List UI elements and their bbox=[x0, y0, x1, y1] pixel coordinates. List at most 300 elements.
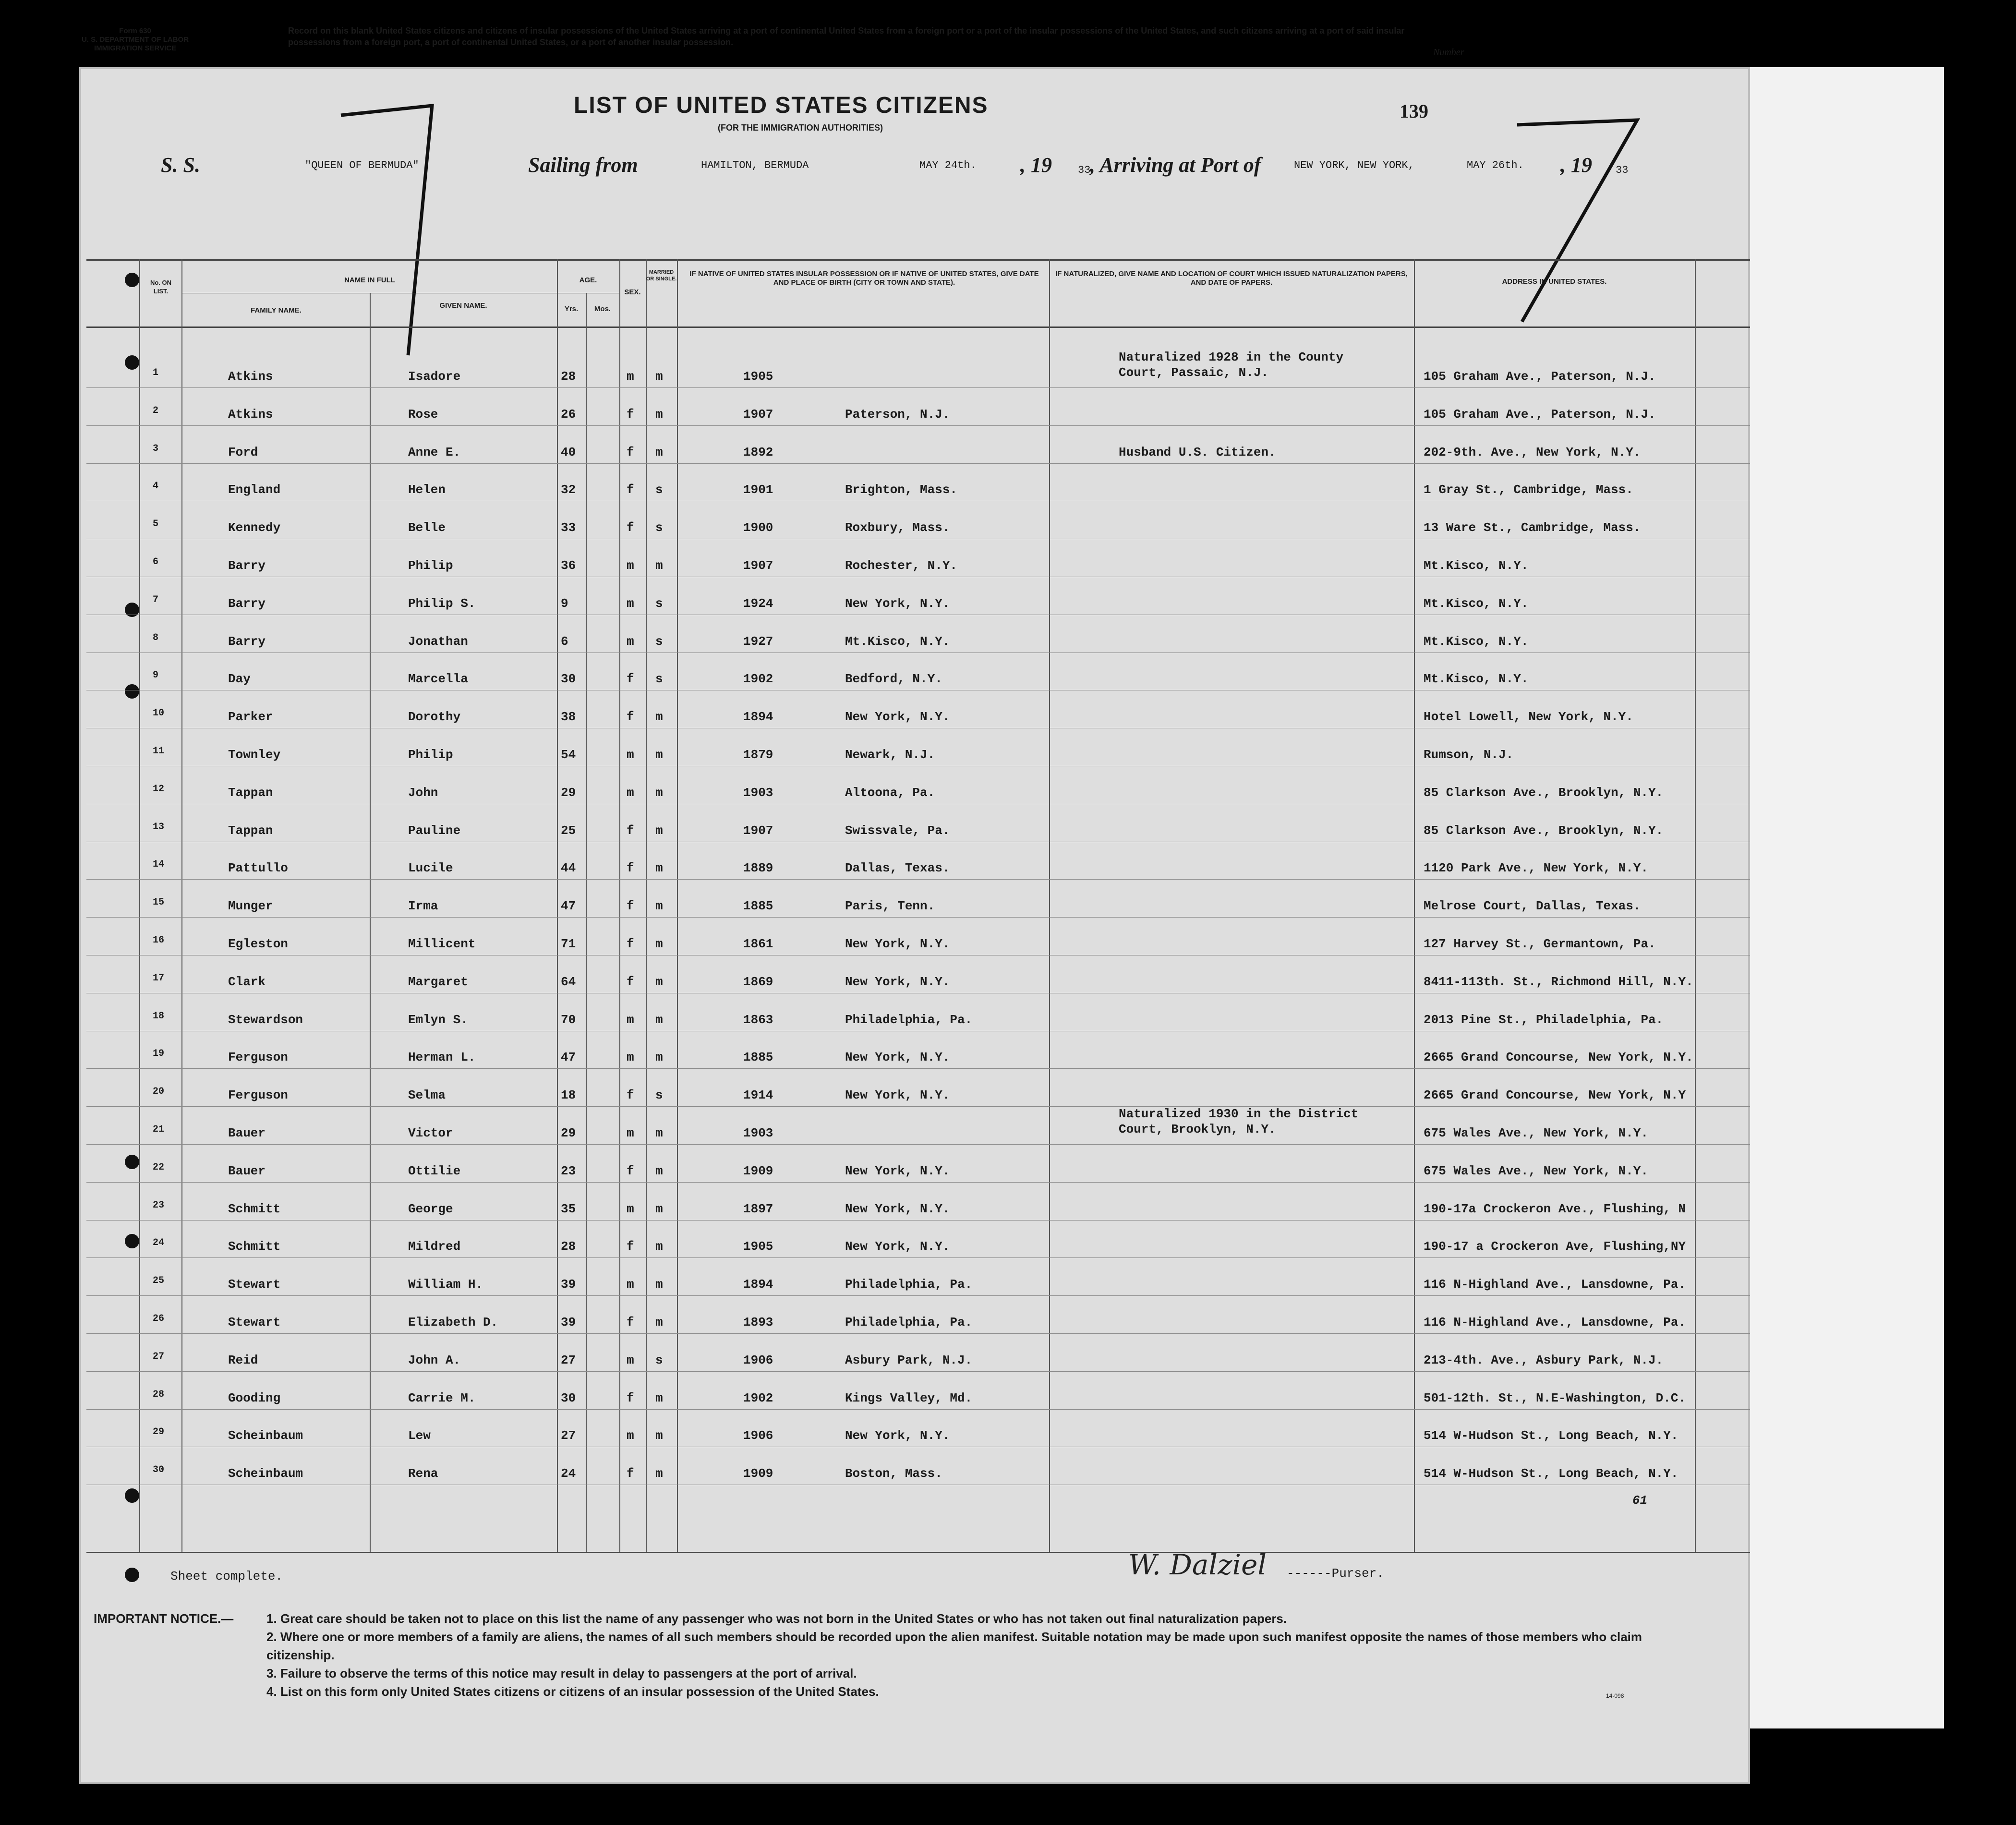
birth-year: 1885 bbox=[743, 1050, 773, 1065]
age-years: 23 bbox=[561, 1163, 576, 1178]
ss-label: S. S. bbox=[161, 153, 200, 177]
birth-year: 1909 bbox=[743, 1466, 773, 1481]
address: Melrose Court, Dallas, Texas. bbox=[1424, 899, 1641, 914]
passenger-no: 16 bbox=[153, 935, 165, 946]
sex: f bbox=[627, 823, 634, 838]
notice-item: 4. List on this form only United States citizens or citizens of an insular possession of the United States. bbox=[266, 1684, 879, 1699]
given-name: Philip bbox=[408, 558, 453, 573]
passenger-row bbox=[0, 731, 2016, 769]
passenger-no: 26 bbox=[153, 1313, 165, 1324]
birth-place: New York, N.Y. bbox=[845, 1428, 950, 1443]
header-given-name: GIVEN NAME. bbox=[439, 302, 487, 310]
birth-year: 1907 bbox=[743, 823, 773, 838]
birth-place: Altoona, Pa. bbox=[845, 785, 935, 800]
passenger-row bbox=[0, 769, 2016, 807]
given-name: Philip S. bbox=[408, 596, 476, 611]
birth-year: 1906 bbox=[743, 1428, 773, 1443]
sex: m bbox=[627, 785, 634, 800]
from-port: HAMILTON, BERMUDA bbox=[701, 159, 809, 171]
marital-status: s bbox=[655, 634, 663, 649]
age-years: 32 bbox=[561, 483, 576, 497]
sex: f bbox=[627, 974, 634, 989]
naturalization-line-1: Naturalized 1930 in the District bbox=[1119, 1107, 1359, 1121]
family-name: Scheinbaum bbox=[228, 1466, 303, 1481]
passenger-row bbox=[0, 466, 2016, 504]
address: 514 W-Hudson St., Long Beach, N.Y. bbox=[1424, 1466, 1678, 1481]
year-prefix: , 19 bbox=[1560, 153, 1592, 177]
passenger-no: 7 bbox=[153, 594, 159, 605]
naturalization-line-1: Naturalized 1928 in the County bbox=[1119, 350, 1344, 364]
given-name: William H. bbox=[408, 1277, 483, 1292]
passenger-row bbox=[0, 1072, 2016, 1109]
age-years: 29 bbox=[561, 1126, 576, 1140]
passenger-no: 25 bbox=[153, 1275, 165, 1287]
notice-item: 1. Great care should be taken not to place on this list the name of any passenger who was not born in the United States or who has not taken out final naturalization papers. bbox=[266, 1611, 1287, 1626]
sex: f bbox=[627, 1466, 634, 1481]
age-years: 26 bbox=[561, 407, 576, 422]
arrive-date: MAY 26th. bbox=[1467, 159, 1524, 171]
passenger-row bbox=[0, 1261, 2016, 1298]
family-name: Stewart bbox=[228, 1277, 281, 1292]
passenger-no: 24 bbox=[153, 1237, 165, 1249]
marital-status: m bbox=[655, 1466, 663, 1481]
marital-status: m bbox=[655, 445, 663, 459]
passenger-no: 22 bbox=[153, 1161, 165, 1173]
purser-label: ------Purser. bbox=[1287, 1566, 1384, 1581]
marital-status: m bbox=[655, 1239, 663, 1254]
birth-year: 1927 bbox=[743, 634, 773, 649]
sailing-label: Sailing from bbox=[528, 153, 638, 177]
age-years: 47 bbox=[561, 899, 576, 914]
age-years: 18 bbox=[561, 1088, 576, 1103]
header-name-in-full: NAME IN FULL bbox=[344, 276, 395, 284]
passenger-row bbox=[0, 1337, 2016, 1374]
sex: m bbox=[627, 1012, 634, 1027]
passenger-no: 5 bbox=[153, 519, 159, 530]
form-number: Form 630 bbox=[119, 27, 151, 35]
birth-year: 1892 bbox=[743, 445, 773, 459]
family-name: Day bbox=[228, 672, 251, 687]
address: Rumson, N.J. bbox=[1424, 748, 1514, 762]
passenger-no: 13 bbox=[153, 821, 165, 833]
birth-place: Dallas, Texas. bbox=[845, 861, 950, 876]
birth-year: 1905 bbox=[743, 369, 773, 384]
address: 85 Clarkson Ave., Brooklyn, N.Y. bbox=[1424, 823, 1664, 838]
address: 1 Gray St., Cambridge, Mass. bbox=[1424, 483, 1633, 497]
sex: m bbox=[627, 596, 634, 611]
passenger-no: 8 bbox=[153, 632, 159, 643]
given-name: Elizabeth D. bbox=[408, 1315, 498, 1329]
address: 190-17 a Crockeron Ave, Flushing,NY bbox=[1424, 1239, 1686, 1254]
sex: m bbox=[627, 1201, 634, 1216]
page-subtitle: (FOR THE IMMIGRATION AUTHORITIES) bbox=[718, 123, 883, 133]
given-name: Dorothy bbox=[408, 710, 461, 725]
row-rule bbox=[86, 879, 1750, 880]
address: 105 Graham Ave., Paterson, N.J. bbox=[1424, 369, 1656, 384]
department: U. S. DEPARTMENT OF LABOR bbox=[82, 36, 189, 44]
address: 116 N-Highland Ave., Lansdowne, Pa. bbox=[1424, 1315, 1686, 1329]
age-years: 36 bbox=[561, 558, 576, 573]
birth-place: Newark, N.J. bbox=[845, 748, 935, 762]
family-name: Tappan bbox=[228, 785, 273, 800]
page-title: LIST OF UNITED STATES CITIZENS bbox=[574, 93, 989, 118]
passenger-row bbox=[0, 429, 2016, 466]
number-label: Number bbox=[1433, 47, 1464, 58]
address: 85 Clarkson Ave., Brooklyn, N.Y. bbox=[1424, 785, 1664, 800]
address: 501-12th. St., N.E-Washington, D.C. bbox=[1424, 1390, 1686, 1405]
sex: f bbox=[627, 1088, 634, 1103]
marital-status: m bbox=[655, 1012, 663, 1027]
age-years: 64 bbox=[561, 974, 576, 989]
birth-year: 1914 bbox=[743, 1088, 773, 1103]
given-name: Ottilie bbox=[408, 1163, 461, 1178]
family-name: Reid bbox=[228, 1353, 258, 1367]
family-name: Schmitt bbox=[228, 1239, 281, 1254]
row-rule bbox=[86, 425, 1750, 426]
age-years: 35 bbox=[561, 1201, 576, 1216]
address: 1120 Park Ave., New York, N.Y. bbox=[1424, 861, 1649, 876]
passenger-row bbox=[0, 1450, 2016, 1487]
marital-status: m bbox=[655, 558, 663, 573]
year-prefix: , 19 bbox=[1020, 153, 1052, 177]
passenger-no: 18 bbox=[153, 1010, 165, 1022]
birth-year: 1902 bbox=[743, 1390, 773, 1405]
sex: m bbox=[627, 634, 634, 649]
birth-place: Swissvale, Pa. bbox=[845, 823, 950, 838]
passenger-no: 4 bbox=[153, 481, 159, 492]
header-family-name: FAMILY NAME. bbox=[251, 306, 302, 314]
birth-year: 1900 bbox=[743, 520, 773, 535]
given-name: Belle bbox=[408, 520, 446, 535]
row-rule bbox=[86, 1144, 1750, 1145]
sex: f bbox=[627, 483, 634, 497]
address: 675 Wales Ave., New York, N.Y. bbox=[1424, 1126, 1649, 1140]
address: 202-9th. Ave., New York, N.Y. bbox=[1424, 445, 1641, 459]
marital-status: m bbox=[655, 974, 663, 989]
passenger-row bbox=[0, 1034, 2016, 1071]
marital-status: m bbox=[655, 710, 663, 725]
marital-status: s bbox=[655, 672, 663, 687]
header-age: AGE. bbox=[579, 276, 597, 284]
header-naturalized: IF NATURALIZED, GIVE NAME AND LOCATION OF COURT WHICH ISSUED NATURALIZATION PAPERS, AND DATE OF PAPERS. bbox=[1055, 270, 1408, 287]
passenger-no: 3 bbox=[153, 443, 159, 454]
given-name: John A. bbox=[408, 1353, 461, 1367]
family-name: Ferguson bbox=[228, 1050, 288, 1065]
birth-place: Rochester, N.Y. bbox=[845, 558, 958, 573]
birth-year: 1869 bbox=[743, 974, 773, 989]
age-years: 30 bbox=[561, 1390, 576, 1405]
family-name: Stewardson bbox=[228, 1012, 303, 1027]
passenger-row bbox=[0, 350, 2016, 390]
marital-status: m bbox=[655, 1315, 663, 1329]
given-name: Emlyn S. bbox=[408, 1012, 468, 1027]
sex: m bbox=[627, 1277, 634, 1292]
given-name: Victor bbox=[408, 1126, 453, 1140]
passenger-row bbox=[0, 1107, 2016, 1147]
passenger-row bbox=[0, 882, 2016, 920]
marital-status: m bbox=[655, 899, 663, 914]
given-name: Rose bbox=[408, 407, 438, 422]
sex: m bbox=[627, 1050, 634, 1065]
form-code: 14-098 bbox=[1606, 1692, 1624, 1699]
family-name: Bauer bbox=[228, 1126, 266, 1140]
service: IMMIGRATION SERVICE bbox=[94, 44, 177, 52]
given-name: Lew bbox=[408, 1428, 431, 1443]
address: 8411-113th. St., Richmond Hill, N.Y. bbox=[1424, 974, 1693, 989]
address: Mt.Kisco, N.Y. bbox=[1424, 672, 1529, 687]
sex: m bbox=[627, 558, 634, 573]
address: 2665 Grand Concourse, New York, N.Y bbox=[1424, 1088, 1686, 1103]
arrive-year: 33 bbox=[1616, 164, 1629, 176]
marital-status: s bbox=[655, 1353, 663, 1367]
notice-list bbox=[266, 1609, 1688, 1701]
header-native: IF NATIVE OF UNITED STATES INSULAR POSSESSION OR IF NATIVE OF UNITED STATES, GIVE DATE AND PLACE OF BIRTH (CITY OR TOWN AND STATE). bbox=[689, 270, 1039, 287]
birth-year: 1889 bbox=[743, 861, 773, 876]
margin-note: 61 bbox=[1632, 1493, 1648, 1508]
marital-status: m bbox=[655, 1201, 663, 1216]
intro-text: Record on this blank United States citizens and citizens of insular possessions of the United States arriving at a port of continental United States from a foreign port or a port of the insular possessions of the United States, and such citizens arriving at a port of said insular possessions from a foreign port, a port of continental United States, or a port of another insular possession. bbox=[288, 26, 1405, 47]
age-years: 27 bbox=[561, 1353, 576, 1367]
birth-year: 1924 bbox=[743, 596, 773, 611]
birth-place: Paris, Tenn. bbox=[845, 899, 935, 914]
sex: m bbox=[627, 1126, 634, 1140]
birth-place: Bedford, N.Y. bbox=[845, 672, 942, 687]
birth-year: 1879 bbox=[743, 748, 773, 762]
row-rule bbox=[86, 1295, 1750, 1296]
row-rule bbox=[86, 1220, 1750, 1221]
family-name: Tappan bbox=[228, 823, 273, 838]
age-years: 29 bbox=[561, 785, 576, 800]
passenger-row bbox=[0, 1375, 2016, 1412]
sex: f bbox=[627, 899, 634, 914]
birth-year: 1902 bbox=[743, 672, 773, 687]
address: 13 Ware St., Cambridge, Mass. bbox=[1424, 520, 1641, 535]
sex: f bbox=[627, 1315, 634, 1329]
birth-year: 1894 bbox=[743, 1277, 773, 1292]
sex: f bbox=[627, 520, 634, 535]
given-name: Philip bbox=[408, 748, 453, 762]
page-number: 139 bbox=[1400, 100, 1428, 122]
address: 116 N-Highland Ave., Lansdowne, Pa. bbox=[1424, 1277, 1686, 1292]
passenger-row bbox=[0, 618, 2016, 655]
family-name: Munger bbox=[228, 899, 273, 914]
marital-status: m bbox=[655, 1163, 663, 1178]
passenger-no: 12 bbox=[153, 783, 165, 795]
sex: m bbox=[627, 1353, 634, 1367]
marital-status: m bbox=[655, 369, 663, 384]
address: 213-4th. Ave., Asbury Park, N.J. bbox=[1424, 1353, 1664, 1367]
given-name: Margaret bbox=[408, 974, 468, 989]
family-name: Gooding bbox=[228, 1390, 281, 1405]
sex: f bbox=[627, 445, 634, 459]
purser-signature: W. Dalziel bbox=[1128, 1548, 1267, 1581]
marital-status: s bbox=[655, 520, 663, 535]
family-name: Parker bbox=[228, 710, 273, 725]
family-name: Pattullo bbox=[228, 861, 288, 876]
row-rule bbox=[86, 1182, 1750, 1183]
birth-place: Philadelphia, Pa. bbox=[845, 1012, 973, 1027]
birth-year: 1906 bbox=[743, 1353, 773, 1367]
passenger-no: 29 bbox=[153, 1426, 165, 1438]
passenger-row bbox=[0, 996, 2016, 1034]
passenger-row bbox=[0, 1148, 2016, 1185]
row-rule bbox=[86, 1371, 1750, 1372]
family-name: Kennedy bbox=[228, 520, 281, 535]
passenger-no: 21 bbox=[153, 1124, 165, 1135]
birth-year: 1893 bbox=[743, 1315, 773, 1329]
given-name: Jonathan bbox=[408, 634, 468, 649]
birth-year: 1861 bbox=[743, 937, 773, 951]
age-years: 54 bbox=[561, 748, 576, 762]
birth-year: 1903 bbox=[743, 1126, 773, 1140]
sex: f bbox=[627, 861, 634, 876]
age-years: 25 bbox=[561, 823, 576, 838]
passenger-no: 27 bbox=[153, 1351, 165, 1362]
age-years: 27 bbox=[561, 1428, 576, 1443]
passenger-row bbox=[0, 391, 2016, 428]
family-name: Schmitt bbox=[228, 1201, 281, 1216]
sail-year: 33 bbox=[1078, 164, 1091, 176]
passenger-row bbox=[0, 504, 2016, 542]
age-years: 30 bbox=[561, 672, 576, 687]
header-yrs: Yrs. bbox=[564, 305, 579, 313]
birth-place: New York, N.Y. bbox=[845, 1088, 950, 1103]
family-name: Barry bbox=[228, 596, 266, 611]
arriving-label: , Arriving at Port of bbox=[1090, 153, 1261, 177]
marital-status: m bbox=[655, 785, 663, 800]
address: Mt.Kisco, N.Y. bbox=[1424, 558, 1529, 573]
age-years: 6 bbox=[561, 634, 568, 649]
naturalization-line-2: Court, Passaic, N.J. bbox=[1119, 365, 1269, 380]
marital-status: m bbox=[655, 937, 663, 951]
birth-year: 1907 bbox=[743, 407, 773, 422]
family-name: Ford bbox=[228, 445, 258, 459]
address: 514 W-Hudson St., Long Beach, N.Y. bbox=[1424, 1428, 1678, 1443]
birth-year: 1907 bbox=[743, 558, 773, 573]
passenger-no: 11 bbox=[153, 746, 165, 757]
header-no: No. ON LIST. bbox=[150, 279, 172, 295]
given-name: Irma bbox=[408, 899, 438, 914]
marital-status: m bbox=[655, 1050, 663, 1065]
address: Hotel Lowell, New York, N.Y. bbox=[1424, 710, 1633, 725]
age-years: 28 bbox=[561, 369, 576, 384]
passenger-no: 14 bbox=[153, 859, 165, 870]
marital-status: m bbox=[655, 1428, 663, 1443]
age-years: 9 bbox=[561, 596, 568, 611]
header-sex: SEX. bbox=[624, 288, 641, 296]
row-rule bbox=[86, 463, 1750, 464]
family-name: Clark bbox=[228, 974, 266, 989]
given-name: Carrie M. bbox=[408, 1390, 476, 1405]
passenger-no: 28 bbox=[153, 1389, 165, 1400]
birth-year: 1903 bbox=[743, 785, 773, 800]
birth-place: Brighton, Mass. bbox=[845, 483, 958, 497]
marital-status: m bbox=[655, 1277, 663, 1292]
birth-year: 1909 bbox=[743, 1163, 773, 1178]
row-rule bbox=[86, 917, 1750, 918]
sex: f bbox=[627, 1390, 634, 1405]
passenger-row bbox=[0, 845, 2016, 882]
birth-year: 1885 bbox=[743, 899, 773, 914]
age-years: 71 bbox=[561, 937, 576, 951]
marital-status: s bbox=[655, 1088, 663, 1103]
sex: f bbox=[627, 1239, 634, 1254]
age-years: 70 bbox=[561, 1012, 576, 1027]
birth-year: 1863 bbox=[743, 1012, 773, 1027]
marital-status: s bbox=[655, 596, 663, 611]
passenger-row bbox=[0, 1299, 2016, 1336]
birth-place: Asbury Park, N.J. bbox=[845, 1353, 973, 1367]
sex: f bbox=[627, 1163, 634, 1178]
birth-place: New York, N.Y. bbox=[845, 937, 950, 951]
passenger-no: 19 bbox=[153, 1048, 165, 1060]
passenger-no: 23 bbox=[153, 1199, 165, 1211]
given-name: Rena bbox=[408, 1466, 438, 1481]
marital-status: m bbox=[655, 861, 663, 876]
family-name: Barry bbox=[228, 558, 266, 573]
sex: m bbox=[627, 369, 634, 384]
birth-place: Boston, Mass. bbox=[845, 1466, 942, 1481]
age-years: 39 bbox=[561, 1315, 576, 1329]
passenger-row bbox=[0, 920, 2016, 958]
passenger-row bbox=[0, 1412, 2016, 1450]
birth-year: 1901 bbox=[743, 483, 773, 497]
family-name: Barry bbox=[228, 634, 266, 649]
given-name: Mildred bbox=[408, 1239, 461, 1254]
given-name: Lucile bbox=[408, 861, 453, 876]
age-years: 38 bbox=[561, 710, 576, 725]
ship-name: "QUEEN OF BERMUDA" bbox=[305, 159, 419, 171]
row-rule bbox=[86, 1106, 1750, 1107]
birth-year: 1905 bbox=[743, 1239, 773, 1254]
marital-status: m bbox=[655, 1390, 663, 1405]
family-name: Atkins bbox=[228, 369, 273, 384]
family-name: Stewart bbox=[228, 1315, 281, 1329]
passenger-row bbox=[0, 958, 2016, 996]
passenger-row bbox=[0, 580, 2016, 617]
birth-year: 1897 bbox=[743, 1201, 773, 1216]
birth-place: Mt.Kisco, N.Y. bbox=[845, 634, 950, 649]
birth-place: New York, N.Y. bbox=[845, 974, 950, 989]
passenger-no: 15 bbox=[153, 897, 165, 908]
address: 2665 Grand Concourse, New York, N.Y. bbox=[1424, 1050, 1693, 1065]
marital-status: m bbox=[655, 1126, 663, 1140]
birth-place: Roxbury, Mass. bbox=[845, 520, 950, 535]
age-years: 47 bbox=[561, 1050, 576, 1065]
given-name: Pauline bbox=[408, 823, 461, 838]
family-name: Ferguson bbox=[228, 1088, 288, 1103]
passenger-no: 9 bbox=[153, 670, 159, 681]
birth-place: New York, N.Y. bbox=[845, 1201, 950, 1216]
family-name: Egleston bbox=[228, 937, 288, 951]
address: Mt.Kisco, N.Y. bbox=[1424, 634, 1529, 649]
age-years: 44 bbox=[561, 861, 576, 876]
family-name: Townley bbox=[228, 748, 281, 762]
birth-place: New York, N.Y. bbox=[845, 1163, 950, 1178]
birth-place: Paterson, N.J. bbox=[845, 407, 950, 422]
family-name: Atkins bbox=[228, 407, 273, 422]
address: 127 Harvey St., Germantown, Pa. bbox=[1424, 937, 1656, 951]
sex: f bbox=[627, 672, 634, 687]
row-rule bbox=[86, 1257, 1750, 1258]
marital-status: m bbox=[655, 407, 663, 422]
naturalization-line-2: Court, Brooklyn, N.Y. bbox=[1119, 1122, 1276, 1136]
family-name: Bauer bbox=[228, 1163, 266, 1178]
passenger-no: 10 bbox=[153, 708, 165, 719]
address: 190-17a Crockeron Ave., Flushing, N bbox=[1424, 1201, 1686, 1216]
passenger-no: 1 bbox=[153, 367, 159, 378]
given-name: Millicent bbox=[408, 937, 476, 951]
